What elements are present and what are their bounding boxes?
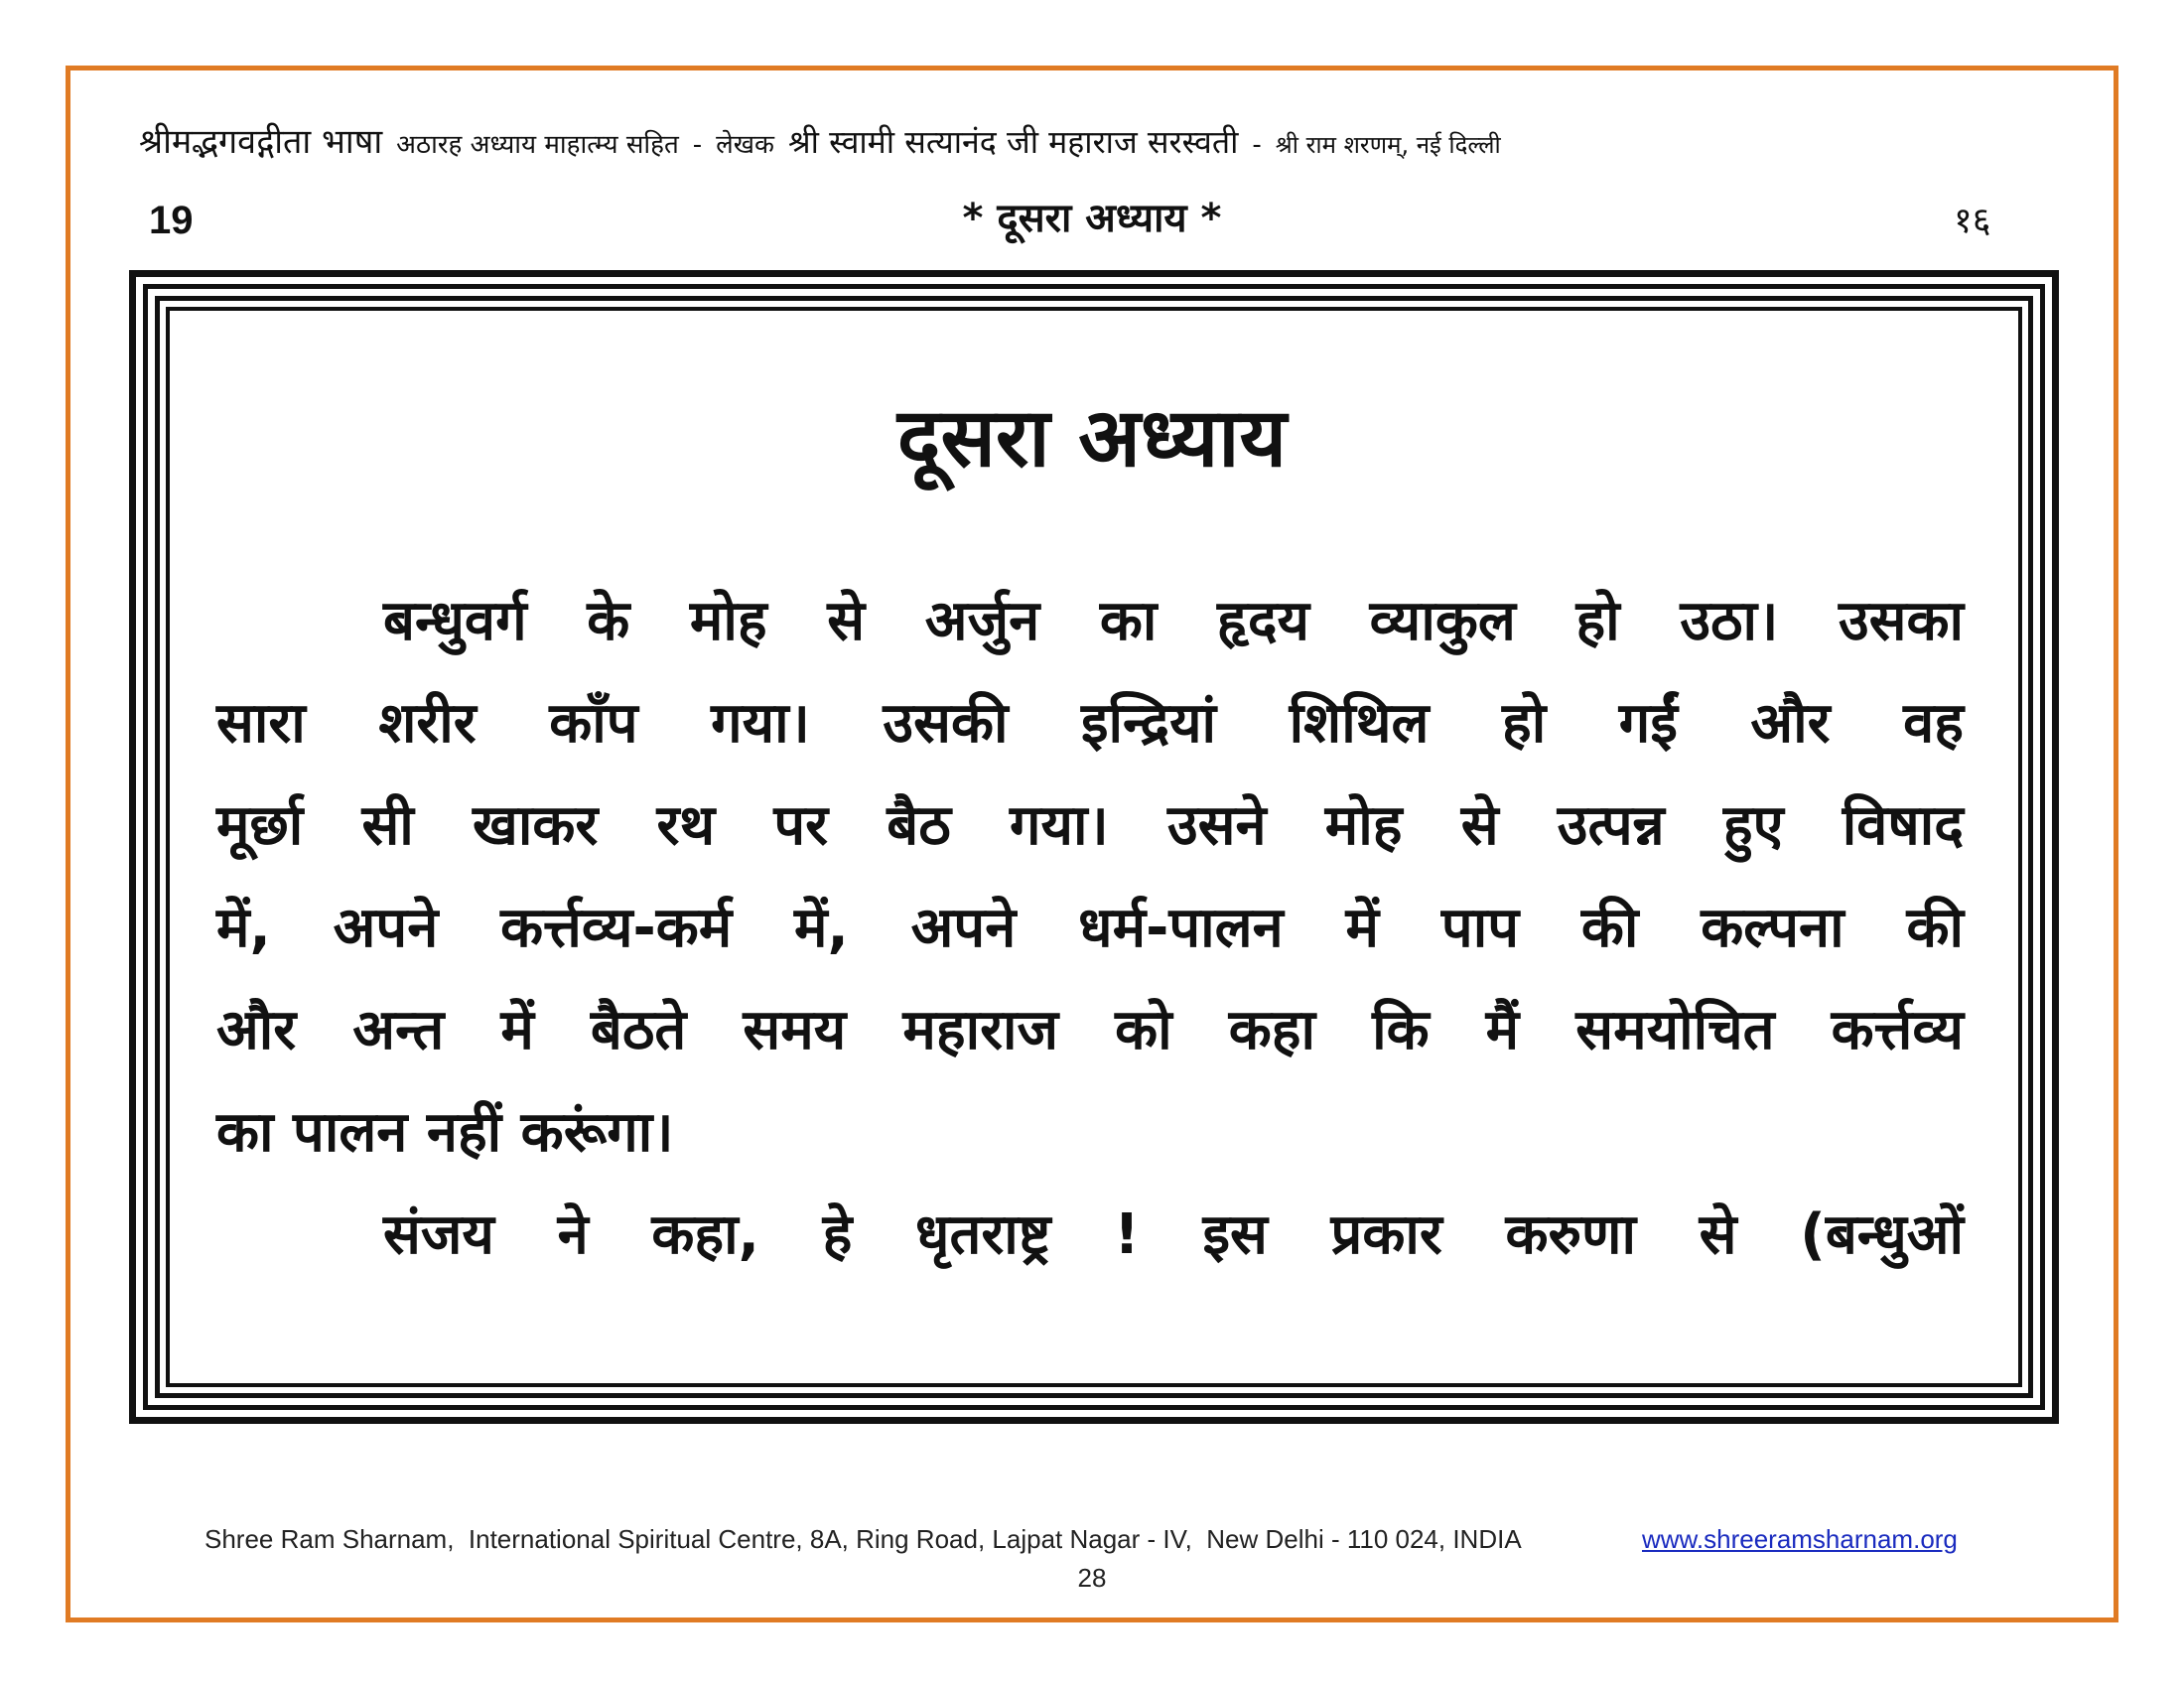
- header-separator-2: -: [1252, 130, 1262, 160]
- body-line: बन्धुवर्ग के मोह से अर्जुन का हृदय व्याकुल हो उठा। उसका: [383, 589, 1964, 653]
- publisher-name: श्री राम शरणम्, नई दिल्ली: [1275, 131, 1501, 159]
- website-link[interactable]: www.shreeramsharnam.org: [1642, 1524, 1958, 1554]
- chapter-title: दूसरा अध्याय: [896, 391, 1288, 486]
- footer-page-number: 28: [1077, 1563, 1107, 1593]
- body-line: का पालन नहीं करूंगा।: [216, 1100, 674, 1165]
- chapter-body: [216, 570, 1964, 1286]
- author-name: श्री स्वामी सत्यानंद जी महाराज सरस्वती: [788, 123, 1239, 161]
- book-title: श्रीमद्भगवद्गीता भाषा: [139, 122, 383, 162]
- body-line: संजय ने कहा, हे धृतराष्ट्र ! इस प्रकार करुणा से (बन्धुओं: [383, 1202, 1964, 1267]
- footer-address: Shree Ram Sharnam, International Spiritual Centre, 8A, Ring Road, Lajpat Nagar - IV, New Delhi - 110 024, INDIA: [205, 1524, 1522, 1554]
- header-separator: -: [692, 130, 703, 160]
- book-subtitle: अठारह अध्याय माहात्म्य सहित: [396, 130, 679, 160]
- body-line: और अन्त में बैठते समय महाराज को कहा कि मैं समयोचित कर्त्तव्य: [216, 998, 1964, 1062]
- body-line: मूर्छा सी खाकर रथ पर बैठ गया। उसने मोह से उत्पन्न हुए विषाद: [216, 793, 1964, 858]
- page-number-left: 19: [149, 199, 194, 242]
- chapter-header: * दूसरा अध्याय *: [962, 196, 1222, 241]
- author-label: लेखक: [716, 130, 775, 160]
- page-number-right: १६: [1954, 201, 1991, 241]
- running-header: [139, 117, 2055, 163]
- body-line: में, अपने कर्त्तव्य-कर्म में, अपने धर्म-पालन में पाप की कल्पना की: [216, 896, 1964, 960]
- body-line: सारा शरीर काँप गया। उसकी इन्द्रियां शिथिल हो गईं और वह: [216, 691, 1964, 756]
